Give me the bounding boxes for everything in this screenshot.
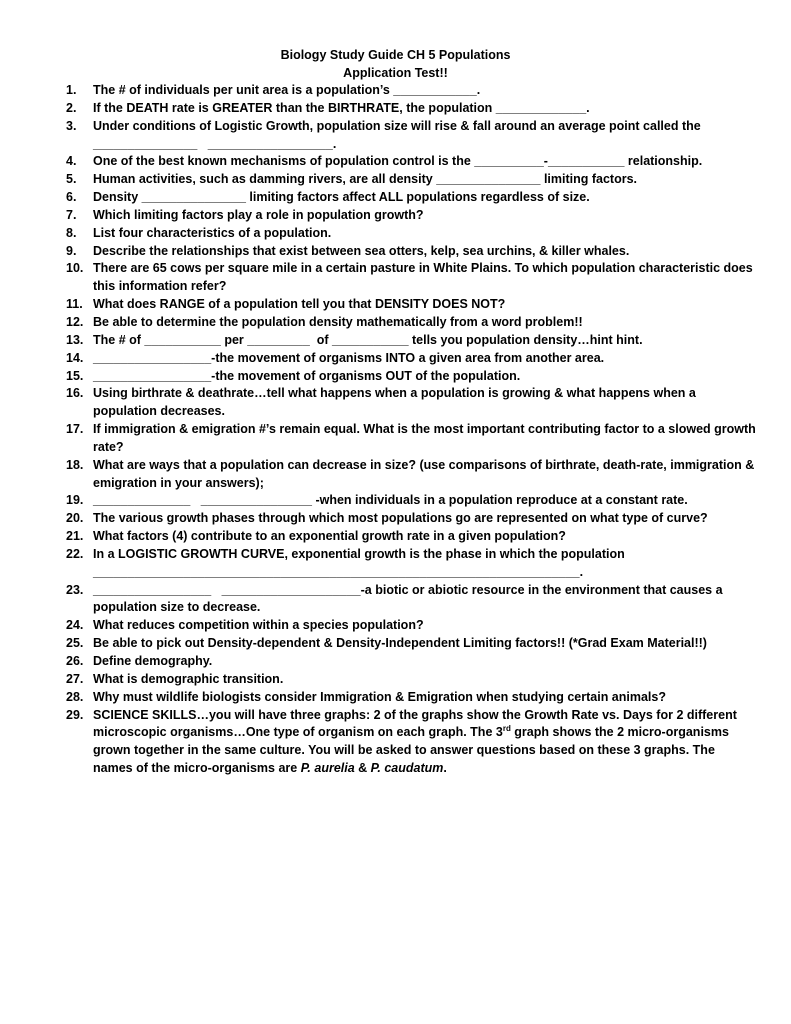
question-item xyxy=(66,314,756,332)
question-number: 24. xyxy=(66,618,84,633)
question-item xyxy=(66,707,756,778)
question-number: 22. xyxy=(66,546,84,561)
question-text: What is demographic transition. xyxy=(93,671,284,686)
question-item xyxy=(66,153,756,171)
question-item xyxy=(66,671,756,689)
question-number: 29. xyxy=(66,707,84,722)
question-number: 6. xyxy=(66,190,77,205)
question-number: 21. xyxy=(66,529,84,544)
question-number: 14. xyxy=(66,350,84,365)
question-item xyxy=(66,368,756,386)
question-item xyxy=(66,350,756,368)
question-list xyxy=(66,82,760,778)
question-text: Using birthrate & deathrate…tell what happens when a population is growing & what happens when a population decreases. xyxy=(93,386,700,419)
question-text: & xyxy=(354,761,371,776)
question-item xyxy=(66,689,756,707)
question-item xyxy=(66,82,756,100)
question-number: 3. xyxy=(66,118,77,133)
question-number: 19. xyxy=(66,493,84,508)
question-text: There are 65 cows per square mile in a certain pasture in White Plains. To which population characteristic does this information refer? xyxy=(93,261,757,294)
question-text: The # of ___________ per _________ of ___________ tells you population density…hint hint. xyxy=(93,332,643,347)
question-text: What reduces competition within a species population? xyxy=(93,618,424,633)
question-number: 28. xyxy=(66,689,84,704)
question-number: 23. xyxy=(66,582,84,597)
question-number: 10. xyxy=(66,261,84,276)
question-item xyxy=(66,207,756,225)
organism-name: P. aurelia xyxy=(300,761,355,776)
question-text: The various growth phases through which most populations go are represented on what type of curve? xyxy=(93,511,708,526)
question-item xyxy=(66,296,756,314)
question-item xyxy=(66,653,756,671)
question-text: If immigration & emigration #’s remain equal. What is the most important contributing factor to a slowed growth rate? xyxy=(93,422,760,454)
question-text: Define demography. xyxy=(93,654,213,668)
question-number: 18. xyxy=(66,457,84,472)
question-item xyxy=(66,582,756,618)
question-item xyxy=(66,510,756,528)
question-text: . xyxy=(443,761,447,776)
ordinal-suffix: rd xyxy=(502,724,511,734)
question-text: Why must wildlife biologists consider Immigration & Emigration when studying certain animals? xyxy=(93,689,666,704)
question-item xyxy=(66,385,756,421)
question-text: Human activities, such as damming rivers, are all density _______________ limiting factors. xyxy=(93,172,638,187)
question-number: 8. xyxy=(66,225,77,240)
question-text: What does RANGE of a population tell you that DENSITY DOES NOT? xyxy=(93,297,506,312)
question-item xyxy=(66,225,756,243)
question-text: Which limiting factors play a role in population growth? xyxy=(93,207,424,222)
document-subtitle: Application Test!! xyxy=(343,66,448,80)
question-number: 5. xyxy=(66,172,77,187)
question-item xyxy=(66,100,756,118)
question-text: What are ways that a population can decrease in size? (use comparisons of birthrate, death-rate, immigration & emigration in your answers); xyxy=(93,457,758,490)
question-text: Be able to pick out Density-dependent & Density-Independent Limiting factors!! (*Grad Exam Material!!) xyxy=(93,636,707,651)
question-number: 4. xyxy=(66,154,77,169)
question-text: Density _______________ limiting factors affect ALL populations regardless of size. xyxy=(93,190,590,205)
question-text: List four characteristics of a population. xyxy=(93,225,332,240)
question-number: 16. xyxy=(66,386,84,401)
question-item xyxy=(66,243,756,261)
question-item xyxy=(66,332,756,350)
question-number: 2. xyxy=(66,100,77,115)
question-text: If the DEATH rate is GREATER than the BIRTHRATE, the population _____________. xyxy=(93,100,590,115)
question-text: What factors (4) contribute to an exponential growth rate in a given population? xyxy=(93,529,566,544)
question-item xyxy=(66,421,760,457)
question-number: 27. xyxy=(66,671,84,686)
organism-name: P. caudatum xyxy=(370,761,444,776)
question-text: graph shows the 2 micro-organisms grown together in the same culture. You will be asked to answer questions based on these 3 graphs. The names of the micro-organisms are xyxy=(93,725,733,776)
question-number: 17. xyxy=(66,422,84,437)
question-item xyxy=(66,457,756,493)
question-number: 12. xyxy=(66,314,84,329)
question-item xyxy=(66,528,756,546)
question-item xyxy=(66,171,756,189)
question-number: 13. xyxy=(66,332,84,347)
question-number: 9. xyxy=(66,243,77,258)
question-text: ______________ ________________ -when individuals in a population reproduce at a constant rate. xyxy=(93,493,688,508)
question-item xyxy=(66,189,756,207)
question-text: _________________ ____________________-a biotic or abiotic resource in the environment that causes a population size to decrease. xyxy=(93,582,727,615)
question-item xyxy=(66,617,756,635)
question-text: One of the best known mechanisms of population control is the __________-___________ relationship. xyxy=(93,154,703,169)
question-item xyxy=(66,546,756,582)
question-text: The # of individuals per unit area is a population’s ____________. xyxy=(93,83,481,97)
question-number: 7. xyxy=(66,207,77,222)
question-item xyxy=(66,635,756,653)
question-text: _________________-the movement of organisms INTO a given area from another area. xyxy=(93,350,605,365)
question-text: Describe the relationships that exist between sea otters, kelp, sea urchins, & killer whales. xyxy=(93,243,630,258)
question-number: 20. xyxy=(66,511,84,526)
question-number: 15. xyxy=(66,368,84,383)
question-text: _________________-the movement of organisms OUT of the population. xyxy=(93,368,521,383)
document-title: Biology Study Guide CH 5 Populations xyxy=(280,48,511,62)
question-item xyxy=(66,118,756,154)
question-text: Under conditions of Logistic Growth, population size will rise & fall around an average point called the _______________ __________________. xyxy=(93,118,705,151)
question-number: 1. xyxy=(66,83,77,97)
question-item xyxy=(66,492,756,510)
question-text: SCIENCE SKILLS…you will have three graphs: 2 of the graphs show the Growth Rate vs. Days for 2 different microscopic organisms…One type of organism on each graph. The 3 xyxy=(93,707,741,740)
question-number: 11. xyxy=(66,297,83,312)
question-number: 25. xyxy=(66,636,84,651)
question-number: 26. xyxy=(66,654,84,668)
question-text: In a LOGISTIC GROWTH CURVE, exponential growth is the phase in which the population ______________________________________________________________________. xyxy=(93,546,629,579)
question-item xyxy=(66,260,756,296)
question-text: Be able to determine the population density mathematically from a word problem!! xyxy=(93,314,583,329)
